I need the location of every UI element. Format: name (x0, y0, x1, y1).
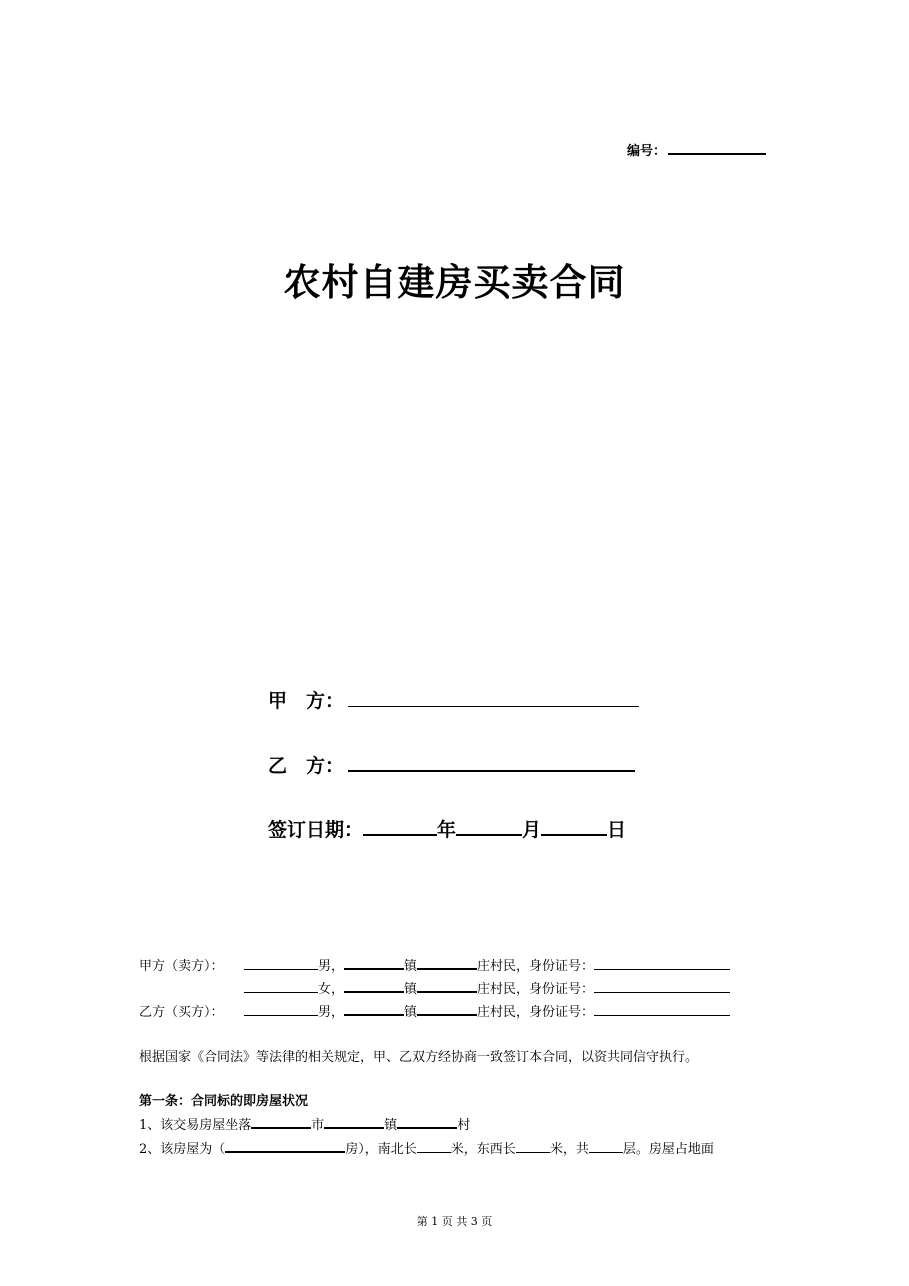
town-text: 镇 (404, 1005, 418, 1020)
gender-text: 男， (318, 1005, 345, 1020)
village-blank[interactable] (397, 1113, 457, 1129)
cover-sign-date (268, 815, 626, 842)
gender-text: 男， (318, 959, 345, 974)
id-label: 庄村民，身份证号： (477, 1005, 595, 1020)
id-blank[interactable] (594, 1001, 730, 1016)
intro-paragraph: 根据国家《合同法》等法律的相关规定，甲、乙双方经协商一致签订本合同，以资共同信守执行。 (139, 1050, 699, 1065)
party-row-seller-male (139, 954, 730, 974)
item-1-prefix: 1、该交易房屋坐落 (139, 1118, 252, 1133)
page-footer: 第 1 页 共 3 页 (416, 1215, 493, 1228)
sign-month-blank[interactable] (456, 816, 522, 836)
party-row-buyer (139, 1000, 730, 1020)
ew-length-blank[interactable] (516, 1138, 550, 1153)
article-1-item-1 (139, 1113, 470, 1133)
town-text: 镇 (384, 1118, 398, 1133)
floors-blank[interactable] (589, 1138, 623, 1153)
cover-party-a (268, 686, 639, 713)
house-type-blank[interactable] (225, 1137, 345, 1153)
serial-number-line (627, 139, 766, 159)
id-label: 庄村民，身份证号： (477, 982, 595, 997)
town-text: 镇 (404, 959, 418, 974)
village-blank[interactable] (417, 977, 477, 993)
sign-day-label: 日 (607, 819, 627, 841)
sign-year-label: 年 (437, 819, 457, 841)
article-1-heading: 第一条：合同标的即房屋状况 (139, 1094, 309, 1109)
town-blank[interactable] (324, 1113, 384, 1129)
serial-number-blank[interactable] (668, 139, 766, 155)
row-label: 甲方（卖方）： (139, 959, 224, 974)
party-row-seller-female (139, 977, 730, 997)
floors-text: 层。房屋占地面 (622, 1142, 714, 1157)
id-label: 庄村民，身份证号： (477, 959, 595, 974)
village-text: 村 (457, 1118, 471, 1133)
cover-party-a-blank[interactable] (348, 688, 639, 707)
village-blank[interactable] (417, 1000, 477, 1016)
town-blank[interactable] (344, 1000, 404, 1016)
sign-date-label: 签订日期： (268, 819, 364, 841)
name-blank[interactable] (244, 1001, 318, 1016)
town-blank[interactable] (344, 954, 404, 970)
house-text: 房），南北长 (345, 1142, 417, 1157)
name-blank[interactable] (244, 955, 318, 970)
row-label: 乙方（买方）： (139, 1005, 224, 1020)
document-title: 农村自建房买卖合同 (283, 260, 626, 304)
ew-unit-text: 米，共 (549, 1142, 589, 1157)
sign-day-blank[interactable] (541, 816, 607, 836)
item-2-prefix: 2、该房屋为（ (139, 1142, 226, 1157)
gender-text: 女， (318, 982, 345, 997)
id-blank[interactable] (594, 978, 730, 993)
serial-number-label: 编号： (627, 144, 667, 159)
ns-length-blank[interactable] (417, 1138, 451, 1153)
cover-party-b-label: 乙 方： (268, 755, 345, 777)
town-text: 镇 (404, 982, 418, 997)
id-blank[interactable] (594, 955, 730, 970)
town-blank[interactable] (344, 977, 404, 993)
name-blank[interactable] (244, 978, 318, 993)
sign-month-label: 月 (522, 819, 542, 841)
sign-year-blank[interactable] (363, 816, 437, 836)
city-blank[interactable] (251, 1113, 311, 1129)
ns-unit-text: 米，东西长 (450, 1142, 516, 1157)
cover-party-a-label: 甲 方： (268, 690, 345, 712)
city-text: 市 (311, 1118, 325, 1133)
cover-party-b-blank[interactable] (348, 752, 635, 772)
cover-party-b (268, 751, 635, 778)
village-blank[interactable] (417, 954, 477, 970)
article-1-item-2 (139, 1137, 714, 1157)
